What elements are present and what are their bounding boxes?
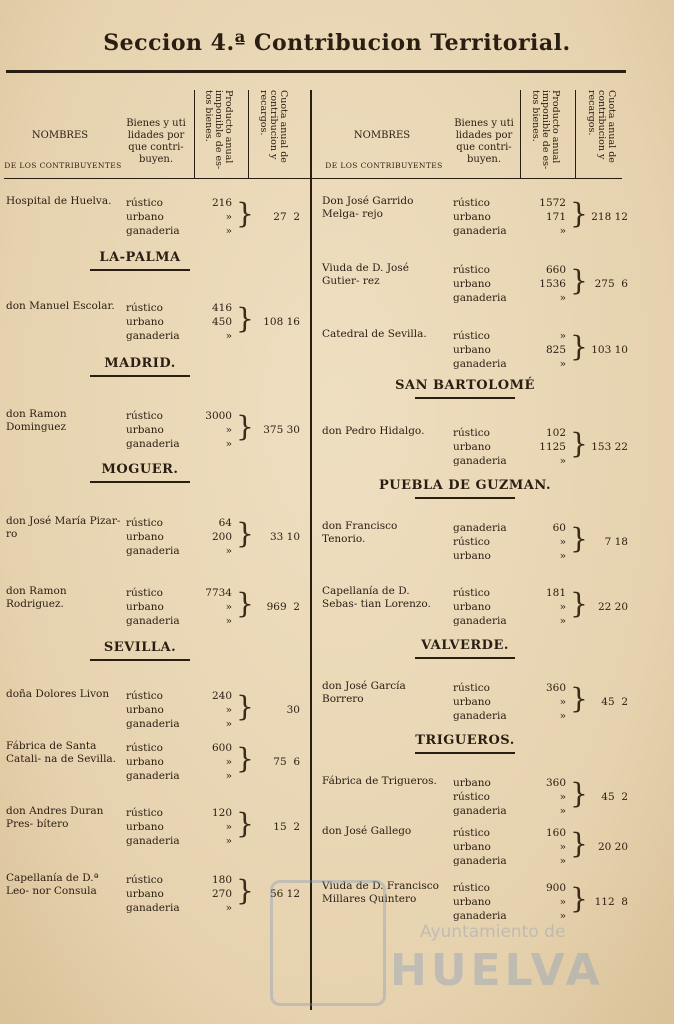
watermark-seal bbox=[270, 880, 386, 1006]
property-kind: urbano bbox=[453, 441, 491, 453]
annual-product: » bbox=[559, 696, 566, 708]
contributor-name: Hospital de Huelva. bbox=[6, 195, 112, 207]
annual-quota: 108 16 bbox=[263, 316, 300, 328]
annual-quota: 27 2 bbox=[273, 211, 300, 223]
annual-product: 60 bbox=[552, 522, 566, 534]
annual-quota: 275 6 bbox=[594, 278, 628, 290]
contributor-name: don Ramon Rodriguez. bbox=[6, 585, 67, 610]
annual-product: 825 bbox=[545, 344, 566, 356]
property-kind: rústico bbox=[126, 302, 163, 314]
property-kind: rústico bbox=[453, 827, 490, 839]
annual-product: » bbox=[559, 225, 566, 237]
annual-product: » bbox=[559, 615, 566, 627]
annual-product: 3000 bbox=[205, 410, 232, 422]
right-col-divider-1 bbox=[520, 90, 521, 178]
watermark-line1: Ayuntamiento de bbox=[420, 922, 566, 942]
town-rule bbox=[415, 752, 515, 754]
brace: } bbox=[236, 302, 254, 335]
town-heading: MADRID. bbox=[104, 356, 176, 371]
property-kind: rústico bbox=[453, 682, 490, 694]
property-kind: rústico bbox=[126, 197, 163, 209]
annual-product: 360 bbox=[545, 682, 566, 694]
contributor-name: Catedral de Sevilla. bbox=[322, 328, 427, 340]
annual-quota: 7 18 bbox=[604, 536, 628, 548]
annual-product: » bbox=[225, 225, 232, 237]
property-kind: ganaderia bbox=[453, 615, 507, 627]
annual-product: 181 bbox=[545, 587, 566, 599]
property-kind: ganaderia bbox=[453, 805, 507, 817]
right-header-contribuyentes: DE LOS CONTRIBUYENTES bbox=[325, 161, 443, 170]
annual-product: 102 bbox=[545, 427, 566, 439]
annual-quota: 218 12 bbox=[591, 211, 628, 223]
annual-quota: 45 2 bbox=[601, 791, 628, 803]
right-header-names: NOMBRES bbox=[353, 130, 411, 141]
annual-product: » bbox=[225, 330, 232, 342]
header-bottom-rule bbox=[4, 178, 622, 179]
annual-product: » bbox=[559, 710, 566, 722]
annual-product: 270 bbox=[211, 888, 232, 900]
annual-product: 7734 bbox=[205, 587, 232, 599]
property-kind: ganaderia bbox=[126, 545, 180, 557]
town-heading: VALVERDE. bbox=[421, 638, 509, 653]
property-kind: rústico bbox=[453, 427, 490, 439]
brace: } bbox=[236, 742, 254, 775]
property-kind: ganaderia bbox=[126, 770, 180, 782]
town-rule bbox=[415, 657, 515, 659]
contributor-name: Capellanía de D. Sebas- tian Lorenzo. bbox=[322, 585, 431, 610]
annual-product: 1536 bbox=[539, 278, 566, 290]
brace: } bbox=[570, 777, 588, 810]
annual-product: 160 bbox=[545, 827, 566, 839]
annual-product: » bbox=[225, 902, 232, 914]
property-kind: rústico bbox=[453, 197, 490, 209]
contributor-name: don José García Borrero bbox=[322, 680, 406, 705]
property-kind: urbano bbox=[453, 777, 491, 789]
left-header-cuota: Cuota anual de contribucion y recargos. bbox=[258, 90, 289, 163]
brace: } bbox=[570, 427, 588, 460]
brace: } bbox=[236, 197, 254, 230]
annual-product: 64 bbox=[218, 517, 232, 529]
contributor-name: Capellanía de D.ª Leo- nor Consula bbox=[6, 872, 99, 897]
annual-product: 660 bbox=[545, 264, 566, 276]
contributor-name: doña Dolores Livon bbox=[6, 688, 110, 700]
annual-product: » bbox=[225, 615, 232, 627]
property-kind: ganaderia bbox=[453, 455, 507, 467]
property-kind: urbano bbox=[453, 696, 491, 708]
annual-product: » bbox=[559, 455, 566, 467]
property-kind: ganaderia bbox=[453, 855, 507, 867]
property-kind: rústico bbox=[126, 410, 163, 422]
town-heading: PUEBLA DE GUZMAN. bbox=[379, 478, 551, 493]
annual-product: 416 bbox=[211, 302, 232, 314]
property-kind: ganaderia bbox=[453, 522, 507, 534]
watermark-line2: HUELVA bbox=[390, 945, 604, 996]
property-kind: rústico bbox=[126, 874, 163, 886]
contributor-name: don Manuel Escolar. bbox=[6, 300, 115, 312]
contributor-name: don Francisco Tenorio. bbox=[322, 520, 398, 545]
brace: } bbox=[570, 587, 588, 620]
property-kind: urbano bbox=[126, 316, 164, 328]
contributor-name: Viuda de D. Francisco Millares Quintero bbox=[322, 880, 439, 905]
property-kind: urbano bbox=[453, 344, 491, 356]
annual-quota: 20 20 bbox=[597, 841, 628, 853]
property-kind: rústico bbox=[453, 882, 490, 894]
property-kind: urbano bbox=[126, 704, 164, 716]
property-kind: rústico bbox=[126, 517, 163, 529]
annual-product: 200 bbox=[211, 531, 232, 543]
left-header-producto: Producto anual imponible de es- tos bienes. bbox=[203, 90, 234, 170]
annual-product: 450 bbox=[211, 316, 232, 328]
brace: } bbox=[236, 587, 254, 620]
annual-product: » bbox=[225, 756, 232, 768]
annual-quota: 56 12 bbox=[269, 888, 300, 900]
annual-product: » bbox=[225, 211, 232, 223]
left-col-divider-1 bbox=[194, 90, 195, 178]
town-heading: LA-PALMA bbox=[99, 250, 181, 265]
brace: } bbox=[236, 410, 254, 443]
brace: } bbox=[570, 882, 588, 915]
annual-quota: 375 30 bbox=[263, 424, 300, 436]
property-kind: rústico bbox=[453, 536, 490, 548]
property-kind: urbano bbox=[126, 211, 164, 223]
annual-product: » bbox=[225, 718, 232, 730]
town-rule bbox=[90, 269, 190, 271]
town-rule bbox=[90, 481, 190, 483]
property-kind: ganaderia bbox=[126, 902, 180, 914]
annual-quota: 33 10 bbox=[269, 531, 300, 543]
page-title: Seccion 4.ª Contribucion Territorial. bbox=[103, 30, 571, 56]
brace: } bbox=[570, 682, 588, 715]
property-kind: rústico bbox=[126, 742, 163, 754]
annual-product: » bbox=[559, 358, 566, 370]
center-divider bbox=[310, 90, 312, 1010]
brace: } bbox=[236, 807, 254, 840]
brace: } bbox=[236, 690, 254, 723]
annual-product: 1572 bbox=[539, 197, 566, 209]
annual-quota: 45 2 bbox=[601, 696, 628, 708]
contributor-name: Fábrica de Santa Catali- na de Sevilla. bbox=[6, 740, 117, 765]
contributor-name: Viuda de D. José Gutier- rez bbox=[322, 262, 409, 287]
brace: } bbox=[570, 522, 588, 555]
annual-product: 360 bbox=[545, 777, 566, 789]
property-kind: ganaderia bbox=[126, 615, 180, 627]
property-kind: ganaderia bbox=[453, 225, 507, 237]
annual-product: » bbox=[225, 545, 232, 557]
property-kind: ganaderia bbox=[453, 292, 507, 304]
property-kind: rústico bbox=[126, 807, 163, 819]
brace: } bbox=[570, 197, 588, 230]
contributor-name: don José Gallego bbox=[322, 825, 412, 837]
property-kind: urbano bbox=[453, 896, 491, 908]
right-header-bienes: Bienes y uti lidades por que contri- buyen. bbox=[454, 118, 514, 165]
town-heading: SEVILLA. bbox=[103, 640, 177, 655]
property-kind: ganaderia bbox=[453, 358, 507, 370]
town-rule bbox=[415, 497, 515, 499]
annual-product: 600 bbox=[211, 742, 232, 754]
annual-product: » bbox=[559, 601, 566, 613]
property-kind: rústico bbox=[453, 264, 490, 276]
property-kind: rústico bbox=[453, 791, 490, 803]
contributor-name: Don José Garrido Melga- rejo bbox=[322, 195, 414, 220]
town-heading: MOGUER. bbox=[101, 462, 179, 477]
right-col-divider-2 bbox=[575, 90, 576, 178]
town-heading: TRIGUEROS. bbox=[415, 733, 515, 748]
town-rule bbox=[415, 397, 515, 399]
annual-product: » bbox=[225, 601, 232, 613]
annual-quota: 969 2 bbox=[266, 601, 300, 613]
property-kind: ganaderia bbox=[126, 438, 180, 450]
annual-product: 240 bbox=[211, 690, 232, 702]
property-kind: rústico bbox=[126, 690, 163, 702]
annual-product: » bbox=[559, 536, 566, 548]
annual-product: 180 bbox=[211, 874, 232, 886]
property-kind: urbano bbox=[126, 756, 164, 768]
title-rule bbox=[6, 70, 626, 73]
property-kind: urbano bbox=[126, 424, 164, 436]
annual-quota: 30 bbox=[286, 704, 300, 716]
annual-product: » bbox=[559, 841, 566, 853]
annual-quota: 22 20 bbox=[597, 601, 628, 613]
property-kind: urbano bbox=[126, 601, 164, 613]
annual-product: » bbox=[225, 438, 232, 450]
annual-product: 900 bbox=[545, 882, 566, 894]
left-col-divider-2 bbox=[248, 90, 249, 178]
town-heading: SAN BARTOLOMÉ bbox=[395, 378, 535, 393]
property-kind: ganaderia bbox=[453, 910, 507, 922]
annual-product: » bbox=[559, 855, 566, 867]
property-kind: urbano bbox=[453, 278, 491, 290]
property-kind: rústico bbox=[453, 587, 490, 599]
annual-product: » bbox=[559, 805, 566, 817]
contributor-name: don Andres Duran Pres- bítero bbox=[6, 805, 104, 830]
annual-product: » bbox=[559, 896, 566, 908]
contributor-name: don Pedro Hidalgo. bbox=[322, 425, 425, 437]
property-kind: ganaderia bbox=[126, 330, 180, 342]
annual-product: » bbox=[225, 704, 232, 716]
right-header-producto: Producto anual imponible de es- tos bienes. bbox=[530, 90, 561, 170]
annual-quota: 153 22 bbox=[591, 441, 628, 453]
annual-quota: 112 8 bbox=[594, 896, 628, 908]
annual-quota: 75 6 bbox=[273, 756, 300, 768]
annual-product: » bbox=[559, 910, 566, 922]
annual-quota: 103 10 bbox=[591, 344, 628, 356]
left-header-bienes: Bienes y uti lidades por que contri- buyen. bbox=[126, 118, 186, 165]
property-kind: urbano bbox=[453, 601, 491, 613]
annual-product: » bbox=[559, 550, 566, 562]
annual-product: » bbox=[225, 821, 232, 833]
left-header-contribuyentes: DE LOS CONTRIBUYENTES bbox=[4, 161, 122, 170]
property-kind: ganaderia bbox=[126, 225, 180, 237]
property-kind: urbano bbox=[453, 211, 491, 223]
annual-product: » bbox=[559, 292, 566, 304]
contributor-name: don José María Pizar- ro bbox=[6, 515, 121, 540]
brace: } bbox=[570, 264, 588, 297]
annual-product: 216 bbox=[211, 197, 232, 209]
brace: } bbox=[570, 330, 588, 363]
brace: } bbox=[236, 874, 254, 907]
property-kind: ganaderia bbox=[126, 718, 180, 730]
annual-product: » bbox=[225, 424, 232, 436]
property-kind: urbano bbox=[126, 821, 164, 833]
property-kind: urbano bbox=[126, 888, 164, 900]
property-kind: rústico bbox=[126, 587, 163, 599]
annual-product: » bbox=[225, 835, 232, 847]
property-kind: ganaderia bbox=[126, 835, 180, 847]
brace: } bbox=[236, 517, 254, 550]
contributor-name: don Ramon Dominguez bbox=[6, 408, 67, 433]
annual-product: » bbox=[559, 791, 566, 803]
town-rule bbox=[90, 375, 190, 377]
brace: } bbox=[570, 827, 588, 860]
property-kind: urbano bbox=[453, 841, 491, 853]
contributor-name: Fábrica de Trigueros. bbox=[322, 775, 437, 787]
property-kind: ganaderia bbox=[453, 710, 507, 722]
left-header-names: NOMBRES bbox=[31, 130, 89, 141]
annual-product: » bbox=[559, 330, 566, 342]
annual-product: 1125 bbox=[539, 441, 566, 453]
property-kind: rústico bbox=[453, 330, 490, 342]
annual-product: 171 bbox=[545, 211, 566, 223]
town-rule bbox=[90, 659, 190, 661]
right-header-cuota: Cuota anual de contribucion y recargos. bbox=[586, 90, 617, 163]
annual-quota: 15 2 bbox=[273, 821, 300, 833]
annual-product: » bbox=[225, 770, 232, 782]
property-kind: urbano bbox=[453, 550, 491, 562]
property-kind: urbano bbox=[126, 531, 164, 543]
annual-product: 120 bbox=[211, 807, 232, 819]
